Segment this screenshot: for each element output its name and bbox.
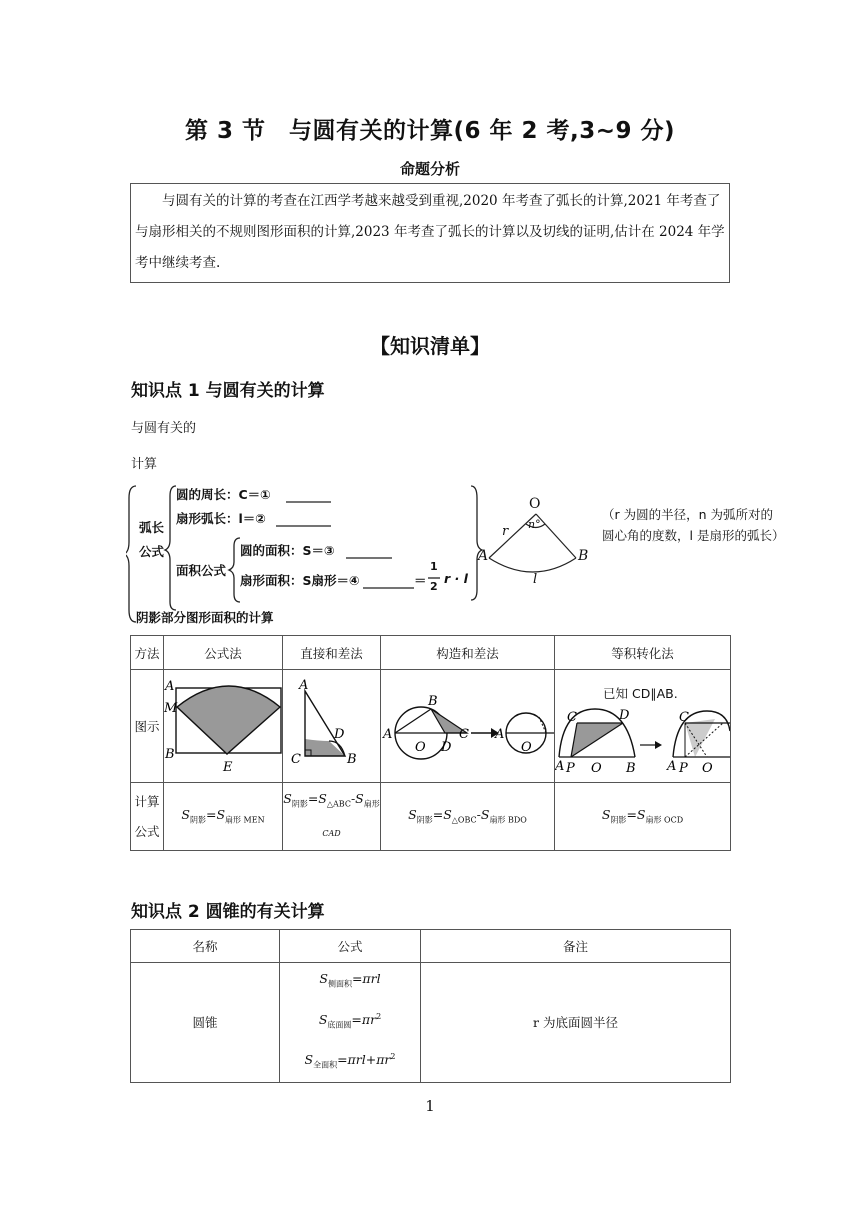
formula-row-label-b: 公式	[134, 823, 160, 839]
section-title: 【知识清单】	[370, 334, 490, 358]
f4-d: D	[619, 708, 630, 723]
th-formula: 公式法	[164, 636, 283, 670]
f2-s: S	[283, 790, 292, 806]
formula-diagram	[126, 478, 785, 628]
kp1-title: 知识点 1 与圆有关的计算	[131, 381, 325, 401]
f2-sub1: 阴影	[291, 799, 308, 809]
frac-den: 2	[430, 580, 438, 593]
f2-tail: CAD	[322, 829, 341, 839]
f3-c: C	[459, 727, 469, 742]
sector-label-a: A	[478, 548, 489, 564]
circumference-formula: 圆的周长：C＝①	[176, 487, 271, 502]
sector-label-n: n°	[528, 518, 541, 531]
f3-a: A	[383, 727, 393, 742]
tot-tail: =πrl+πr	[337, 1052, 391, 1068]
f3-a2: A	[495, 727, 505, 742]
f3-sub3: 扇形 BDO	[489, 815, 527, 825]
sector-label-l: l	[533, 572, 538, 587]
f1-e: E	[223, 760, 233, 775]
sector-label-b: B	[578, 548, 589, 564]
f1-eq: =S	[205, 807, 226, 823]
formula1	[164, 783, 283, 851]
f2-c: C	[291, 752, 301, 767]
fig-row-label: 图示	[131, 670, 164, 783]
fig2	[283, 671, 380, 781]
fig-equal-area-method	[555, 670, 731, 783]
f2-a: A	[299, 678, 309, 693]
f3-sub1: 阴影	[416, 815, 433, 825]
cone-th-remark: 备注	[421, 930, 731, 963]
f4-eq: =S	[626, 807, 646, 823]
kp2-title: 知识点 2 圆锥的有关计算	[131, 902, 325, 922]
f4-b: B	[626, 761, 636, 776]
formula2	[283, 783, 381, 851]
f2-sub3: 扇形	[363, 799, 380, 809]
th-construct: 构造和差法	[381, 636, 555, 670]
arc-label-b: 公式	[139, 544, 165, 559]
sector-note: （r 为圆的半径，n 为弧所对的圆心角的度数，l 是扇形的弧长）	[602, 507, 785, 543]
frac-tail: r · l	[444, 571, 468, 586]
tot-sup: 2	[390, 1052, 396, 1062]
cone-base: $S_{底面圆}=\pi r^2$	[318, 1011, 382, 1030]
f3-o: O	[415, 740, 426, 755]
f4-p: P	[566, 761, 575, 776]
formula-row-label-a: 计算	[134, 793, 160, 809]
f2-d: D	[334, 727, 345, 742]
cone-table	[130, 929, 731, 1083]
frac-num: 1	[430, 560, 438, 573]
shadow-area-label: 阴影部分图形面积的计算	[136, 610, 274, 625]
f2-eq: =S	[307, 790, 327, 806]
f4-o2: O	[702, 761, 713, 776]
fig-formula-method	[164, 670, 283, 783]
f4-a: A	[555, 759, 565, 774]
f3-eq: =S	[432, 807, 452, 823]
f3-d: D	[441, 740, 452, 755]
f4-s: S	[601, 807, 611, 823]
f2-minus: -S	[350, 790, 364, 806]
methods-table	[130, 635, 731, 851]
f1-b: B	[165, 747, 175, 762]
kp1-line2: 计算	[131, 457, 158, 472]
cone-formulas	[280, 963, 421, 1083]
f4-c2: C	[679, 710, 689, 725]
f3-s: S	[408, 807, 417, 823]
f1-m: M	[164, 701, 178, 716]
cone-remark: r 为底面圆半径	[421, 963, 731, 1083]
fig4-note: 已知 CD∥AB.	[603, 686, 678, 701]
f1-a: A	[165, 679, 175, 694]
page-number: 1	[425, 1097, 435, 1115]
formula-row-label	[131, 783, 164, 851]
th-equal-area: 等积转化法	[555, 636, 731, 670]
f2-sub2: △ABC	[326, 799, 351, 809]
lat-tail: =πrl	[351, 971, 381, 986]
f1-sub2: 扇形 MEN	[225, 815, 265, 825]
base-sup: 2	[376, 1011, 382, 1021]
f4-sub2: 扇形 OCD	[645, 815, 684, 825]
analysis-heading: 命题分析	[399, 160, 460, 178]
fig1	[164, 671, 282, 781]
area-group-label: 面积公式	[176, 563, 227, 578]
f3-o2: O	[521, 740, 532, 755]
formula3	[381, 783, 555, 851]
f4-c: C	[567, 710, 577, 725]
f4-o: O	[591, 761, 602, 776]
f4-a2: A	[667, 759, 677, 774]
cone-th-formula: 公式	[280, 930, 421, 963]
sector-label-r: r	[502, 524, 509, 539]
f1-s: S	[181, 807, 190, 823]
page-title: 第 3 节 与圆有关的计算(6 年 2 考,3~9 分)	[184, 118, 676, 144]
analysis-box: 与圆有关的计算的考查在江西学考越来越受到重视,2020 年考查了弧长的计算,2021 年考查了与扇形相关的不规则图形面积的计算,2023 年考查了弧长的计算以及切线的证明,估计在 2024 年学考中继续考查.	[130, 183, 730, 283]
cone-name: 圆锥	[131, 963, 280, 1083]
f3-b: B	[428, 694, 438, 709]
f3-minus: -S	[476, 807, 490, 823]
formula4	[555, 783, 731, 851]
arc-length-formula: 扇形弧长：l＝②	[176, 511, 266, 526]
f4-p2: P	[679, 761, 688, 776]
base-tail: =πr	[351, 1011, 377, 1027]
f3-sub2: △OBC	[451, 815, 477, 825]
fig-construct-method	[381, 670, 555, 783]
f1-sub1: 阴影	[189, 815, 206, 825]
f2-b: B	[347, 752, 357, 767]
lat-sub: 侧面积	[327, 979, 352, 989]
th-method: 方法	[131, 636, 164, 670]
sector-label-o: O	[529, 496, 541, 512]
fig3	[381, 671, 554, 781]
kp1-line1: 与圆有关的	[131, 421, 197, 436]
tot-sub: 全面积	[313, 1060, 338, 1070]
th-direct: 直接和差法	[283, 636, 381, 670]
arc-label-a: 弧长	[139, 520, 165, 535]
cone-lateral: $S_{侧面积}=\pi rl$	[319, 971, 381, 989]
cone-th-name: 名称	[131, 930, 280, 963]
base-sub: 底面圆	[327, 1020, 352, 1030]
sector-area-formula: 扇形面积：S扇形＝④	[240, 573, 360, 588]
fig-direct-method	[283, 670, 381, 783]
sector-area-eq: ＝	[414, 573, 427, 588]
cone-total: $S_{全面积}=\pi rl+\pi r^2$	[304, 1052, 396, 1070]
circle-area-formula: 圆的面积：S＝③	[240, 543, 335, 558]
f4-sub1: 阴影	[610, 815, 627, 825]
